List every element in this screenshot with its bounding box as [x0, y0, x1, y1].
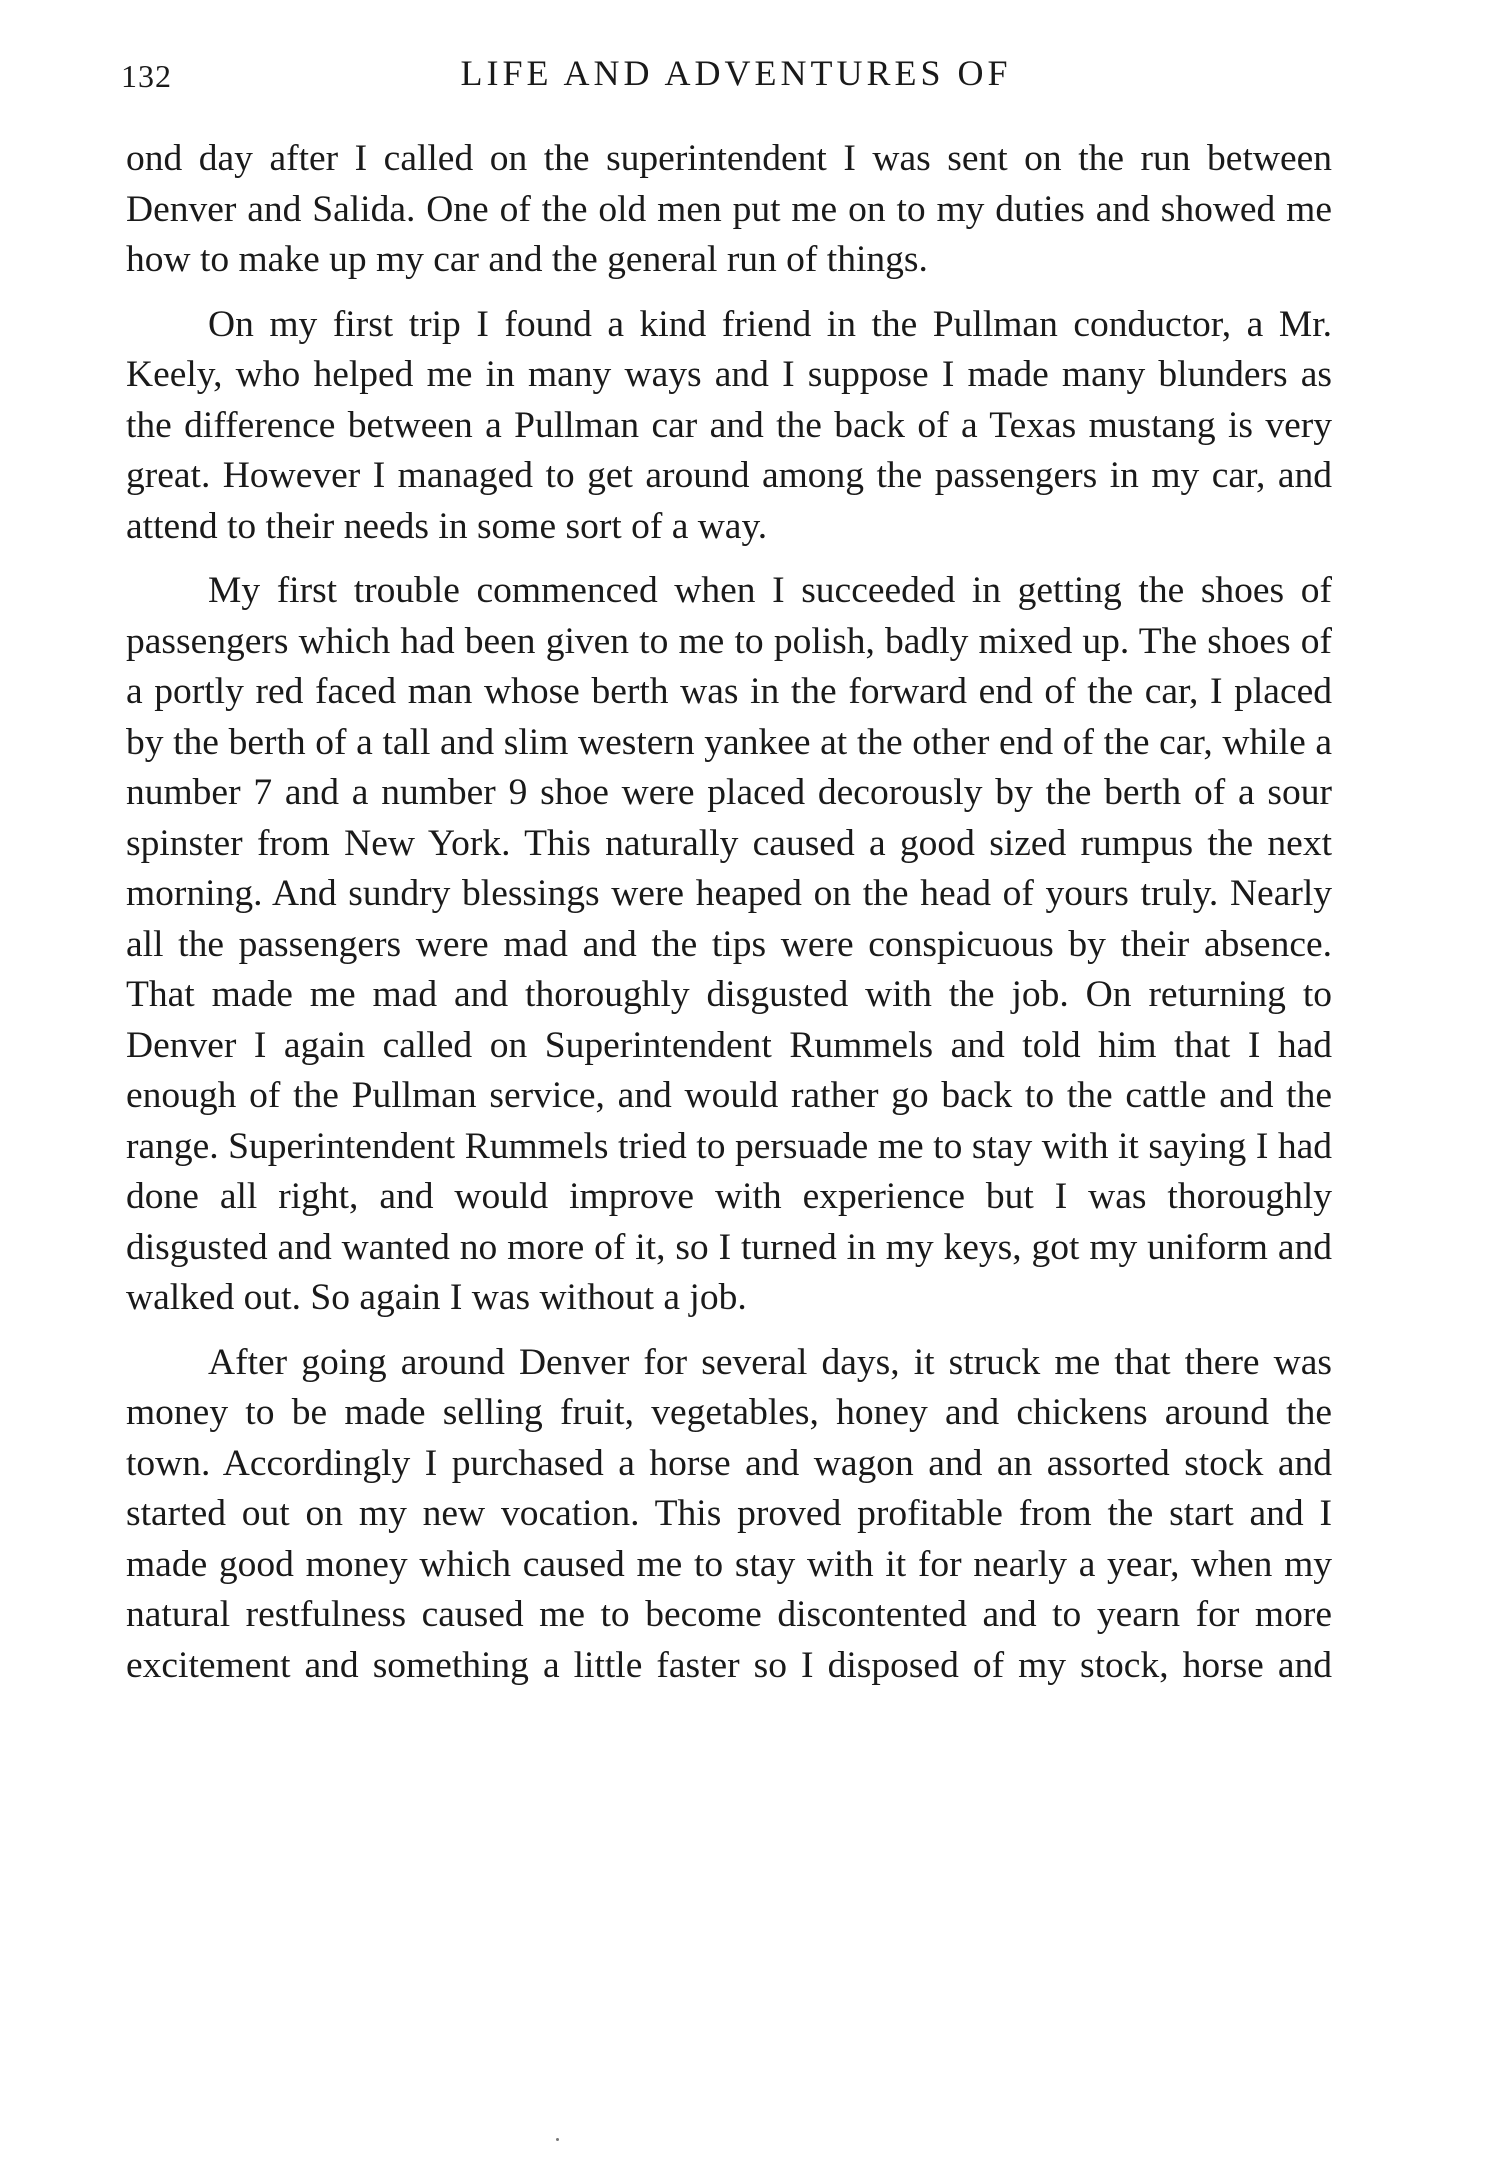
- page-speck: [556, 2138, 559, 2141]
- running-head: [121, 52, 1331, 102]
- paragraph-pullman-conductor: On my first trip I found a kind friend in the Pullman conductor, a Mr. Keely, who helped me in many ways and I suppose I made many blunders as the difference between a Pullman car and the back of a Texas mustang is very great. However I managed to get around among the passengers in my car, and attend to their needs in some sort of a way.: [126, 303, 1332, 547]
- body-text: [126, 134, 1332, 1705]
- running-title: LIFE AND ADVENTURES OF: [460, 53, 1012, 93]
- page-number: 132: [121, 58, 172, 94]
- paragraph-fruit-wagon: After going around Denver for several days, it struck me that there was money to be made selling fruit, vegetables, honey and chickens around the town. Accordingly I purchased a horse and wagon and an assorted stock and started out on my new vocation. This proved profitable from the start and I made good money which caused me to stay with it for nearly a year, when my natural restfulness caused me to become discontented and to yearn for more excitement and something a little faster so I disposed of my stock, horse and: [126, 1341, 1332, 1686]
- paragraph-continued: ond day after I called on the superintendent I was sent on the run between Denver and Salida. One of the old men put me on to my duties and showed me how to make up my car and the general run of things.: [126, 138, 1332, 280]
- paragraph-shoes-mixup: My first trouble commenced when I succeeded in getting the shoes of passengers which had been given to me to polish, badly mixed up. The shoes of a portly red faced man whose berth was in the forward end of the car, I placed by the berth of a tall and slim western yankee at the other end of the car, while a number 7 and a number 9 shoe were placed decorously by the berth of a sour spinster from New York. This naturally caused a good sized rumpus the next morning. And sundry blessings were heaped on the head of yours truly. Nearly all the passengers were mad and the tips were conspicuous by their absence. That made me mad and thoroughly disgusted with the job. On returning to Denver I again called on Superintendent Rummels and told him that I had enough of the Pullman service, and would rather go back to the cattle and the range. Superintendent Rummels tried to persuade me to stay with it saying I had done all right, and would improve with experience but I was thoroughly disgusted and wanted no more of it, so I turned in my keys, got my uniform and walked out. So again I was without a job.: [126, 570, 1332, 1318]
